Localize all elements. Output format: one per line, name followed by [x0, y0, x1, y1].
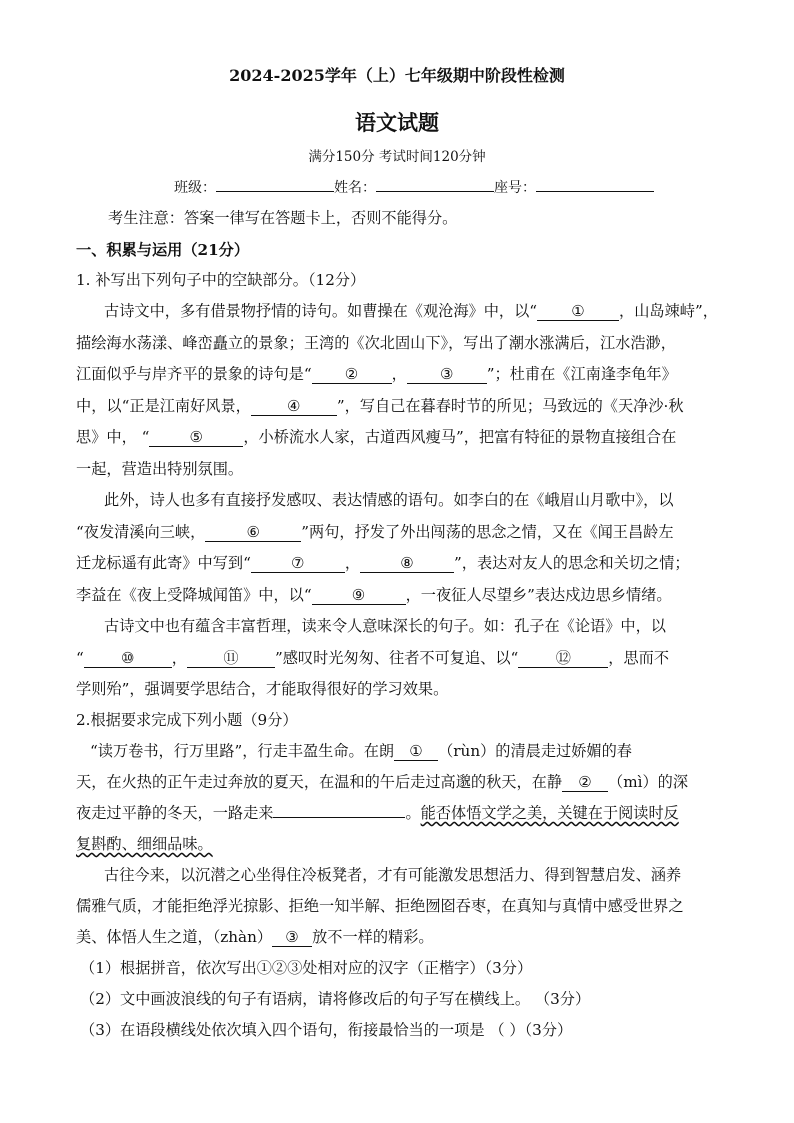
blank-4: ④ [251, 397, 337, 416]
name-blank [376, 191, 494, 192]
q2-p2-line2: 儒雅气质，才能拒绝浮光掠影、拒绝一知半解、拒绝囫囵吞枣，在真知与真情中感受世界之 [76, 897, 684, 915]
blank-2: ② [312, 365, 392, 384]
wavy-sentence-part1: 能否体悟文学之美，关键在于阅读时反 [420, 804, 679, 822]
q1-p3-line2: “ ⑩ ， ⑪ ”感叹时光匆匆、往者不可复追、以“ ⑫ ，思而不 [76, 649, 670, 667]
q1-title: 1. 补写出下列句子中的空缺部分。（12分） [76, 271, 366, 289]
subject-title: 语文试题 [355, 110, 439, 135]
q2-blank-2: ② [562, 773, 608, 792]
blank-5: ⑤ [149, 428, 243, 447]
q2-p1-line2: 天，在火热的正午走过奔放的夏天，在温和的午后走过高邈的秋天，在静 ② （mì）的深 [76, 773, 689, 791]
wavy-sentence-part2: 复斟酌、细细品味。 [76, 835, 213, 853]
blank-3: ③ [407, 365, 487, 384]
score-time: 满分150分 考试时间120分钟 [308, 149, 486, 165]
blank-1: ① [537, 302, 619, 321]
q1-p1-line3: 江面似乎与岸齐平的景象的诗句是“ ② ， ③ ”；杜甫在《江南逢李龟年》 [76, 365, 677, 383]
q1-p2-line3: 迁龙标遥有此寄》中写到“ ⑦ ， ⑧ ”，表达对友人的思念和关切之情； [76, 554, 690, 572]
q2-blank-1: ① [394, 742, 438, 761]
q2-p2-line3: 美、体悟人生之道，（zhàn） ③ 放不一样的精彩。 [76, 928, 434, 946]
blank-12: ⑫ [518, 649, 608, 668]
blank-9: ⑨ [312, 586, 406, 605]
q1-p2-line4: 李益在《夜上受降城闻笛》中，以“ ⑨ ，一夜征人尽望乡”表达戍边思乡情绪。 [76, 586, 672, 604]
q2-sub1: （1）根据拼音，依次写出①②③处相对应的汉字（正楷字）（3分） [80, 959, 533, 977]
q1-p2-line1: 此外，诗人也多有直接抒发感叹、表达情感的语句。如李白的在《峨眉山月歌中》，以 [104, 491, 674, 509]
seat-label: 座号： [494, 180, 536, 196]
q1-p1-line4: 中，以“正是江南好风景， ④ ”，写自己在暮春时节的所见；马致远的《天净沙·秋 [76, 397, 684, 415]
q1-p1-line5: 思》中， “ ⑤ ，小桥流水人家，古道西风瘦马”，把富有特征的景物直接组合在 [76, 428, 677, 446]
q1-p1-line6: 一起，营造出特别氛围。 [76, 460, 244, 478]
blank-11: ⑪ [187, 649, 275, 668]
class-blank [216, 191, 334, 192]
q1-p2-line2: “夜发清溪向三峡， ⑥ ”两句，抒发了外出闯荡的思念之情，又在《闻王昌龄左 [76, 523, 674, 541]
section-heading: 一、积累与运用（21分） [76, 241, 250, 259]
q2-p1-line3: 夜走过平静的冬天，一路走来 。能否体悟文学之美，关键在于阅读时反 [76, 804, 679, 822]
class-label: 班级： [174, 180, 216, 196]
q1-p1-line2: 描绘海水荡漾、峰峦矗立的景象；王湾的《次北固山下》，写出了潮水涨满后，江水浩渺， [76, 334, 676, 352]
blank-7: ⑦ [251, 554, 345, 573]
exam-title: 2024-2025学年（上）七年级期中阶段性检测 [229, 66, 565, 85]
blank-6: ⑥ [205, 523, 301, 542]
q2-sub3: （3）在语段横线处依次填入四个语句，衔接最恰当的一项是 （ ）（3分） [80, 1021, 573, 1039]
q1-p1-line1: 古诗文中，多有借景物抒情的诗句。如曹操在《观沧海》中，以“ ① ，山岛竦峙”， [104, 302, 718, 320]
q2-p1-line4 [76, 834, 736, 854]
blank-8: ⑧ [360, 554, 454, 573]
q2-blank-3: ③ [272, 928, 312, 947]
notice: 考生注意：答案一律写在答题卡上，否则不能得分。 [108, 209, 458, 227]
blank-10: ⑩ [84, 649, 172, 668]
q2-p1-line1: “读万卷书，行万里路”，行走丰盈生命。在朗 ① （rùn）的清晨走过娇媚的春 [90, 742, 632, 760]
q1-p3-line1: 古诗文中也有蕴含丰富哲理，读来令人意味深长的句子。如：孔子在《论语》中，以 [104, 617, 666, 635]
name-label: 姓名： [334, 180, 376, 196]
q2-title: 2.根据要求完成下列小题（9分） [76, 711, 298, 729]
q2-p2-line1: 古往今来，以沉潜之心坐得住冷板凳者，才有可能激发思想活力、得到智慧启发、涵养 [104, 866, 682, 884]
student-info-row [174, 178, 794, 198]
q1-p3-line3: 学则殆”，强调要学思结合，才能取得很好的学习效果。 [76, 680, 449, 698]
q2-sub2: （2）文中画波浪线的句子有语病，请将修改后的句子写在横线上。 （3分） [80, 990, 591, 1008]
q2-fill-line [273, 817, 405, 818]
seat-blank [536, 191, 654, 192]
